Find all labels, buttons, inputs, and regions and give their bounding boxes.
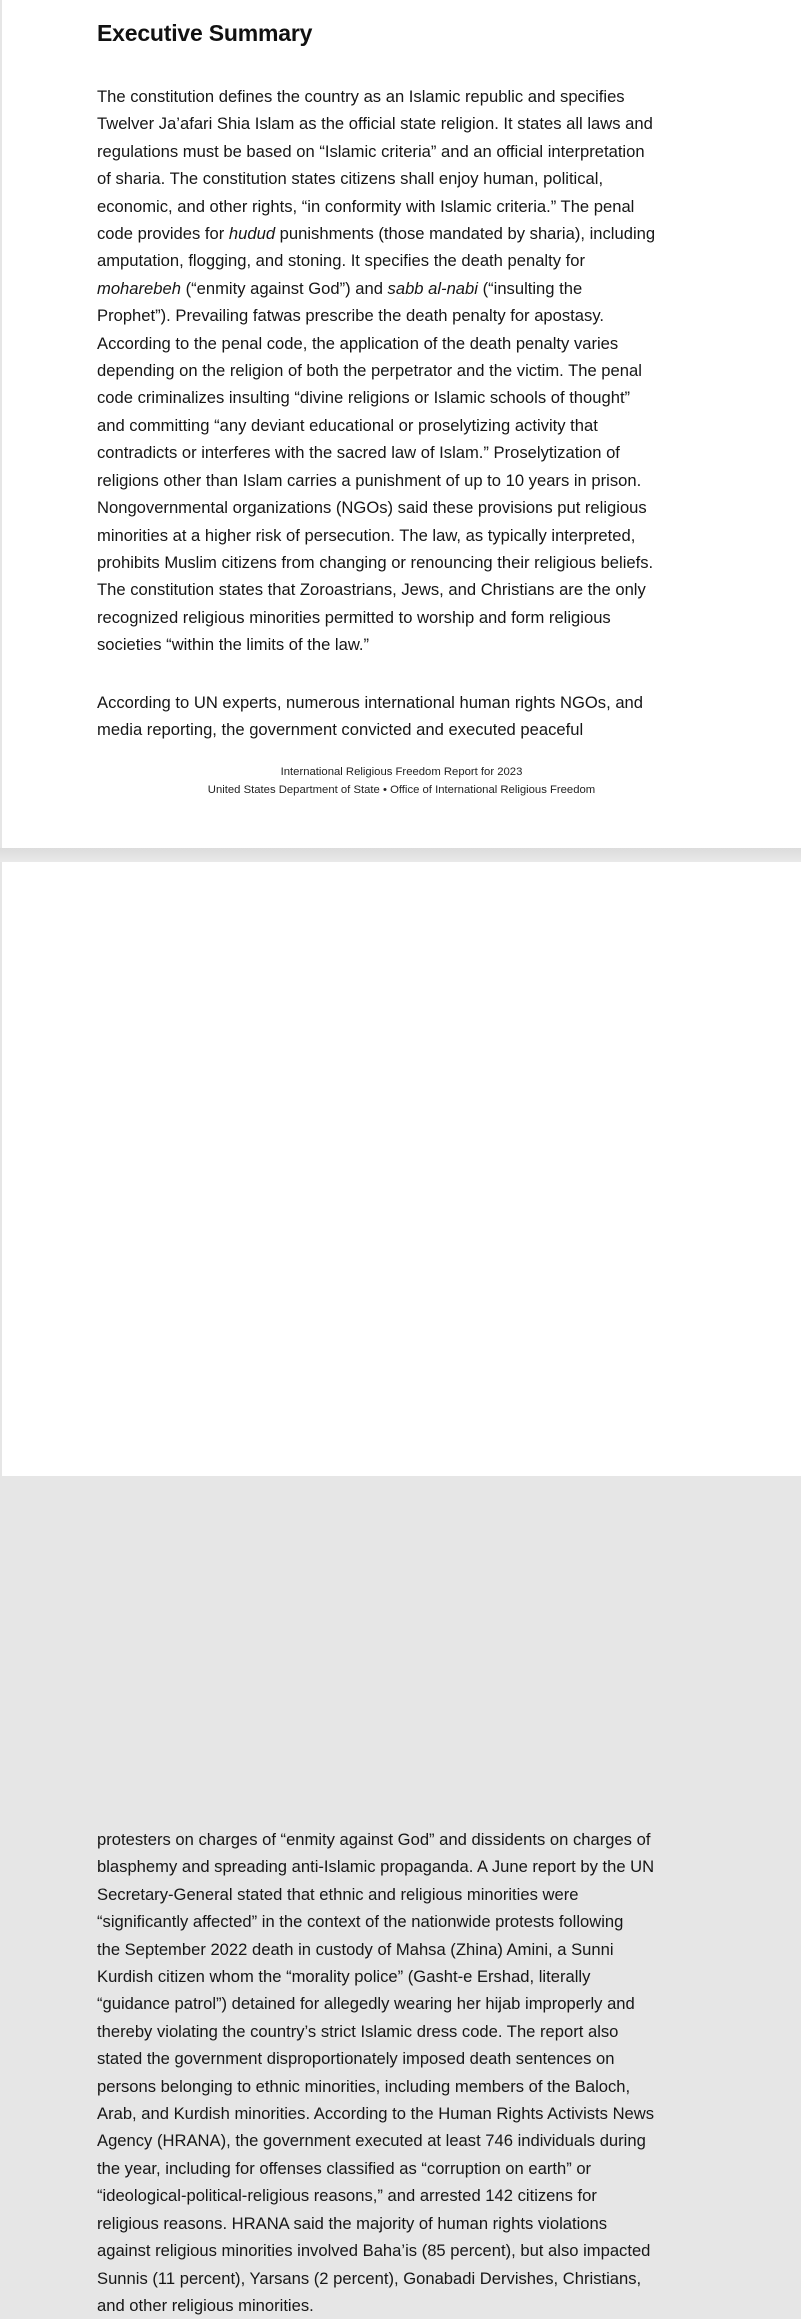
- text-line: blasphemy and spreading anti-Islamic propaganda. A June report by the UN: [97, 1857, 655, 1877]
- text-line: minorities at a higher risk of persecution. The law, as typically interpreted,: [97, 525, 636, 545]
- text-line: Sunnis (11 percent), Yarsans (2 percent), Gonabadi Dervishes, Christians,: [97, 2268, 642, 2288]
- text-line: Kurdish citizen whom the “morality police” (Gasht-e Ershad, literally: [97, 1967, 591, 1987]
- text-line: According to the penal code, the application of the death penalty varies: [97, 333, 619, 353]
- text-line: prohibits Muslim citizens from changing or renouncing their religious beliefs.: [97, 552, 654, 572]
- text-line: code criminalizes insulting “divine religions or Islamic schools of thought”: [97, 388, 631, 408]
- text-line: recognized religious minorities permitted to worship and form religious: [97, 607, 611, 627]
- text-line: moharebeh (“enmity against God”) and sabb al-nabi (“insulting the: [97, 278, 583, 298]
- section-heading: Executive Summary: [97, 20, 313, 46]
- document-page-1: [2, 0, 801, 848]
- text-line: against religious minorities involved Baha’is (85 percent), but also impacted: [97, 2241, 651, 2261]
- text-line: societies “within the limits of the law.”: [97, 635, 370, 655]
- italic-term: sabb al-nabi: [387, 278, 478, 298]
- body-paragraph-2: [97, 689, 717, 744]
- text-line: The constitution states that Zoroastrians, Jews, and Christians are the only: [97, 580, 646, 600]
- text-line: Twelver Ja’afari Shia Islam as the official state religion. It states all laws and: [97, 114, 653, 134]
- text-line: “guidance patrol”) detained for allegedly wearing her hijab improperly and: [97, 1994, 635, 2014]
- text-line: of sharia. The constitution states citizens shall enjoy human, political,: [97, 169, 604, 189]
- text-line: persons belonging to ethnic minorities, including members of the Baloch,: [97, 2076, 631, 2096]
- text-line: amputation, flogging, and stoning. It specifies the death penalty for: [97, 251, 585, 271]
- text-line: and other religious minorities.: [97, 2295, 314, 2315]
- text-line: religions other than Islam carries a punishment of up to 10 years in prison.: [97, 470, 642, 490]
- text-line: Secretary-General stated that ethnic and religious minorities were: [97, 1884, 579, 1904]
- text-line: “ideological-political-religious reasons,” and arrested 142 citizens for: [97, 2186, 597, 2206]
- page-separator: [0, 848, 801, 862]
- footer-report-title: International Religious Freedom Report for 2023: [280, 766, 523, 778]
- italic-term: moharebeh: [97, 278, 181, 298]
- text-line: religious reasons. HRANA said the majority of human rights violations: [97, 2213, 608, 2233]
- text-line: Prophet”). Prevailing fatwas prescribe the death penalty for apostasy.: [97, 306, 604, 326]
- text-line: “significantly affected” in the context of the nationwide protests following: [97, 1912, 624, 1932]
- text-line: Nongovernmental organizations (NGOs) said these provisions put religious: [97, 498, 647, 518]
- text-line: contradicts or interferes with the sacred law of Islam.” Proselytization of: [97, 443, 620, 463]
- text-line: thereby violating the country’s strict Islamic dress code. The report also: [97, 2021, 619, 2041]
- text-line: the year, including for offenses classified as “corruption on earth” or: [97, 2158, 592, 2178]
- body-paragraph-1: [97, 83, 717, 659]
- text-line: and committing “any deviant educational or proselytizing activity that: [97, 415, 598, 435]
- text-line: depending on the religion of both the perpetrator and the victim. The penal: [97, 361, 642, 381]
- body-paragraph-3: [97, 1826, 717, 2319]
- text-line: protesters on charges of “enmity against God” and dissidents on charges of: [97, 1830, 651, 1849]
- text-line: The constitution defines the country as an Islamic republic and specifies: [97, 87, 625, 106]
- text-line: According to UN experts, numerous international human rights NGOs, and: [97, 693, 644, 712]
- text-line: regulations must be based on “Islamic criteria” and an official interpretation: [97, 141, 645, 161]
- text-line: Arab, and Kurdish minorities. According to the Human Rights Activists News: [97, 2104, 655, 2124]
- text-line: media reporting, the government convicted and executed peaceful: [97, 720, 584, 740]
- text-line: economic, and other rights, “in conformity with Islamic criteria.” The penal: [97, 196, 635, 216]
- italic-term: hudud: [228, 224, 276, 244]
- text-line: the September 2022 death in custody of Mahsa (Zhina) Amini, a Sunni: [97, 1939, 614, 1959]
- document-page-2: [2, 862, 801, 2315]
- text-line: stated the government disproportionately imposed death sentences on: [97, 2049, 615, 2069]
- footer-department: United States Department of State • Office of International Religious Freedom: [207, 784, 596, 796]
- text-line: code provides for hudud punishments (those mandated by sharia), including: [97, 224, 656, 244]
- text-line: Agency (HRANA), the government executed at least 746 individuals during: [97, 2131, 646, 2151]
